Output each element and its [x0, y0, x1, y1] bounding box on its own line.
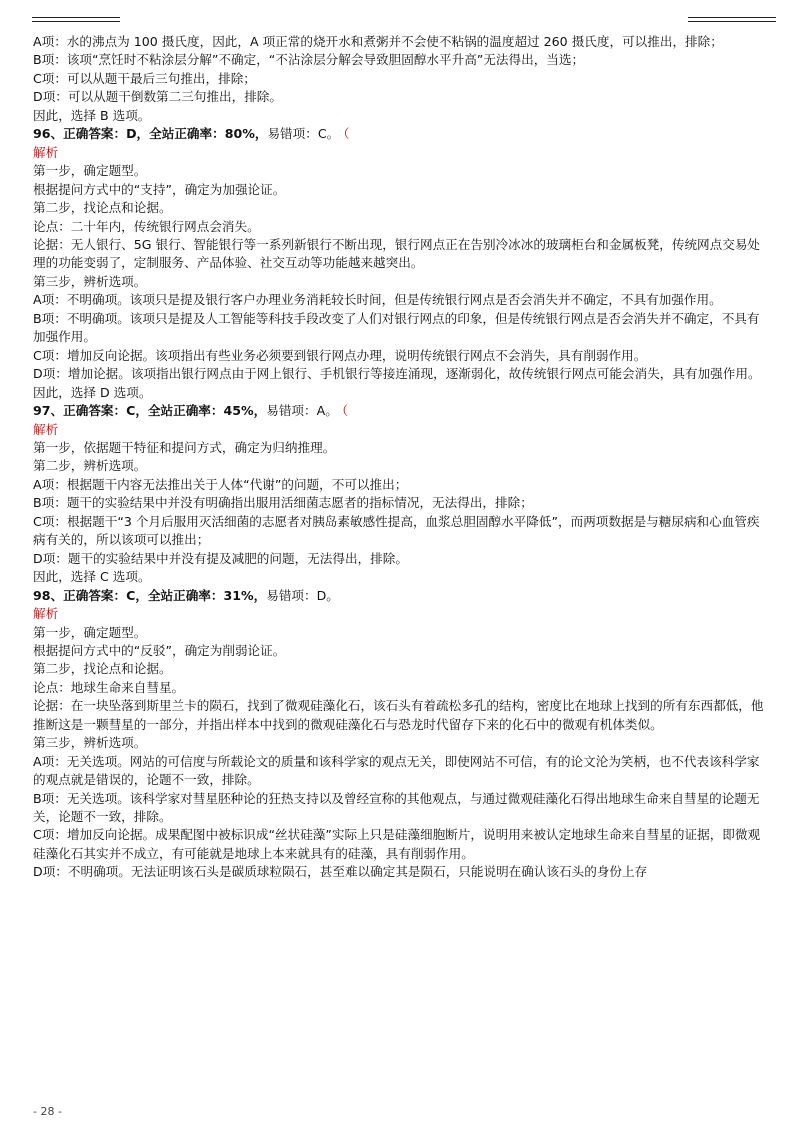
- error-option: 易错项：C。: [267, 126, 340, 142]
- document-body: [33, 33, 770, 882]
- answer-stats: 正确答案：C，全站正确率：31%，: [63, 587, 267, 603]
- text-line: D项：题干的实验结果中并没有提及减肥的问题，无法得出，排除。: [33, 550, 408, 566]
- text-line: D项：可以从题干倒数第二三句推出，排除。: [33, 89, 282, 105]
- text-line: B项：题干的实验结果中并没有明确指出服用活细菌志愿者的指标情况，无法得出，排除；: [33, 495, 533, 511]
- text-line: 论点：地球生命来自彗星。: [33, 679, 185, 695]
- text-line: 第二步，辨析选项。: [33, 458, 147, 474]
- text-line: 因此，选择 B 选项。: [33, 107, 151, 123]
- text-line: 根据提问方式中的“反驳”，确定为削弱论证。: [33, 642, 286, 658]
- text-line: 第一步，确定题型。: [33, 624, 147, 640]
- text-line: 因此，选择 D 选项。: [33, 384, 152, 400]
- text-line: B项：无关选项。该科学家对彗星胚种论的狂热支持以及曾经宣称的其他观点，与通过微观硅藻化石得出地球生命来自彗星的论题无关，论题不一致，排除。: [33, 790, 760, 825]
- page-number: - 28 -: [33, 1105, 62, 1118]
- text-line: 因此，选择 C 选项。: [33, 569, 151, 585]
- header-rule-left: [32, 17, 120, 22]
- text-line: 论点：二十年内，传统银行网点会消失。: [33, 218, 260, 234]
- question-number: 97、: [33, 403, 64, 419]
- analysis-label: 解析: [33, 421, 59, 437]
- text-line: C项：增加反向论据。成果配图中被标识成“丝状硅藻”实际上只是硅藻细胞断片，说明用来被认定地球生命来自彗星的证据，即微观硅藻化石其实并不成立，有可能就是地球上本来就具有的硅藻，具有削弱作用。: [33, 827, 761, 861]
- text-line: B项：该项“烹饪时不粘涂层分解”不确定，“不沾涂层分解会导致胆固醇水平升高”无法得出，当选；: [33, 52, 585, 68]
- text-line: 第三步，辨析选项。: [33, 735, 147, 751]
- text-line: 第二步，找论点和论据。: [33, 200, 172, 216]
- text-line: C项：增加反向论据。该项指出有些业务必须要到银行网点办理，说明传统银行网点不会消失，具有削弱作用。: [33, 347, 647, 363]
- error-option: 易错项：A。: [266, 403, 338, 419]
- text-line: C项：可以从题干最后三句推出，排除；: [33, 70, 256, 86]
- heading-tail-mark: （: [341, 403, 349, 419]
- question-number: 96、: [33, 126, 64, 142]
- text-line: A项：无关选项。网站的可信度与所载论文的质量和该科学家的观点无关，即使网站不可信，有的论文沦为笑柄，也不代表该科学家的观点就是错误的，论题不一致，排除。: [33, 753, 760, 788]
- answer-heading: [33, 402, 770, 420]
- text-line: 论据：在一块坠落到斯里兰卡的陨石，找到了微观硅藻化石，该石头有着疏松多孔的结构，密度比在地球上找到的所有东西都低，他推断这是一颗彗星的一部分，并指出样本中找到的微观硅藻化石与恐龙时代留存下来的化石中的微观有机体类似。: [33, 698, 764, 732]
- answer-stats: 正确答案：D，全站正确率：80%，: [63, 126, 268, 142]
- heading-tail-mark: （: [343, 126, 350, 142]
- text-line: A项：根据题干内容无法推出关于人体“代谢”的问题，不可以推出；: [33, 476, 408, 492]
- analysis-label: 解析: [33, 144, 59, 160]
- text-line: 第一步，确定题型。: [33, 163, 147, 179]
- answer-heading: [33, 125, 770, 143]
- analysis-label: 解析: [33, 606, 59, 622]
- text-line: B项：不明确项。该项只是提及人工智能等科技手段改变了人们对银行网点的印象，但是传统银行网点是否会消失并不确定，不具有加强作用。: [33, 310, 760, 345]
- answer-heading: [33, 587, 770, 605]
- text-line: A项：水的沸点为 100 摄氏度，因此，A 项正常的烧开水和煮粥并不会使不粘锅的温度超过 260 摄氏度，可以推出，排除；: [33, 34, 723, 49]
- text-line: 根据提问方式中的“支持”，确定为加强论证。: [33, 181, 286, 197]
- answer-stats: 正确答案：C，全站正确率：45%，: [63, 403, 267, 419]
- question-number: 98、: [33, 587, 64, 603]
- text-line: D项：不明确项。无法证明该石头是碳质球粒陨石，甚至难以确定其是陨石，只能说明在确认该石头的身份上存: [33, 864, 648, 880]
- text-line: D项：增加论据。该项指出银行网点由于网上银行、手机银行等接连涌现，逐渐弱化，故传统银行网点可能会消失，具有加强作用。: [33, 366, 761, 382]
- text-line: C项：根据题干“3 个月后服用灭活细菌的志愿者对胰岛素敏感性提高，血浆总胆固醇水平降低”，而两项数据是与糖尿病和心血管疾病有关的，所以该项可以推出；: [33, 513, 760, 548]
- text-line: 第三步，辨析选项。: [33, 273, 147, 289]
- text-line: A项：不明确项。该项只是提及银行客户办理业务消耗较长时间，但是传统银行网点是否会消失并不确定，不具有加强作用。: [33, 292, 722, 308]
- error-option: 易错项：D。: [266, 587, 339, 603]
- text-line: 第一步，依据题干特征和提问方式，确定为归纳推理。: [33, 439, 336, 455]
- text-line: 论据：无人银行、5G 银行、智能银行等一系列新银行不断出现，银行网点正在告别冷冰冰的玻璃柜台和金属板凳，传统网点交易处理的功能变弱了，定制服务、产品体验、社交互动等功能越来越突出。: [33, 236, 761, 271]
- text-line: 第二步，找论点和论据。: [33, 661, 172, 677]
- header-rule-right: [688, 17, 776, 22]
